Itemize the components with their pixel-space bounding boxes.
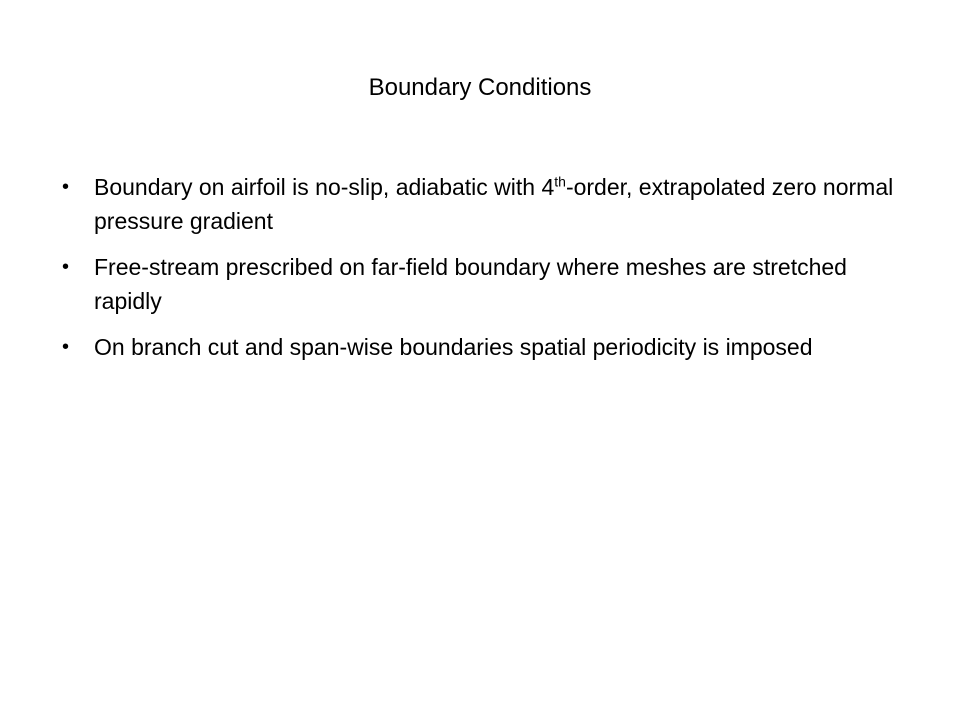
bullet-item-airfoil-boundary [60,170,900,238]
bullet-text-part: Boundary on airfoil is no-slip, adiabatic with 4 [94,174,555,200]
bullet-icon: • [62,336,70,358]
bullet-icon: • [62,256,70,278]
bullet-list [60,170,900,376]
ordinal-superscript: th [554,173,566,190]
bullet-text-part: -order, extrapolated zero normal pressure gradient [94,174,894,234]
bullet-text: On branch cut and span-wise boundaries spatial periodicity is imposed [94,334,813,360]
bullet-text: Free-stream prescribed on far-field boundary where meshes are stretched rapidly [94,254,847,314]
bullet-icon: • [62,176,70,198]
bullet-item-periodic-boundary [60,330,900,364]
slide-title: Boundary Conditions [368,74,592,101]
bullet-item-far-field-boundary [60,250,900,318]
